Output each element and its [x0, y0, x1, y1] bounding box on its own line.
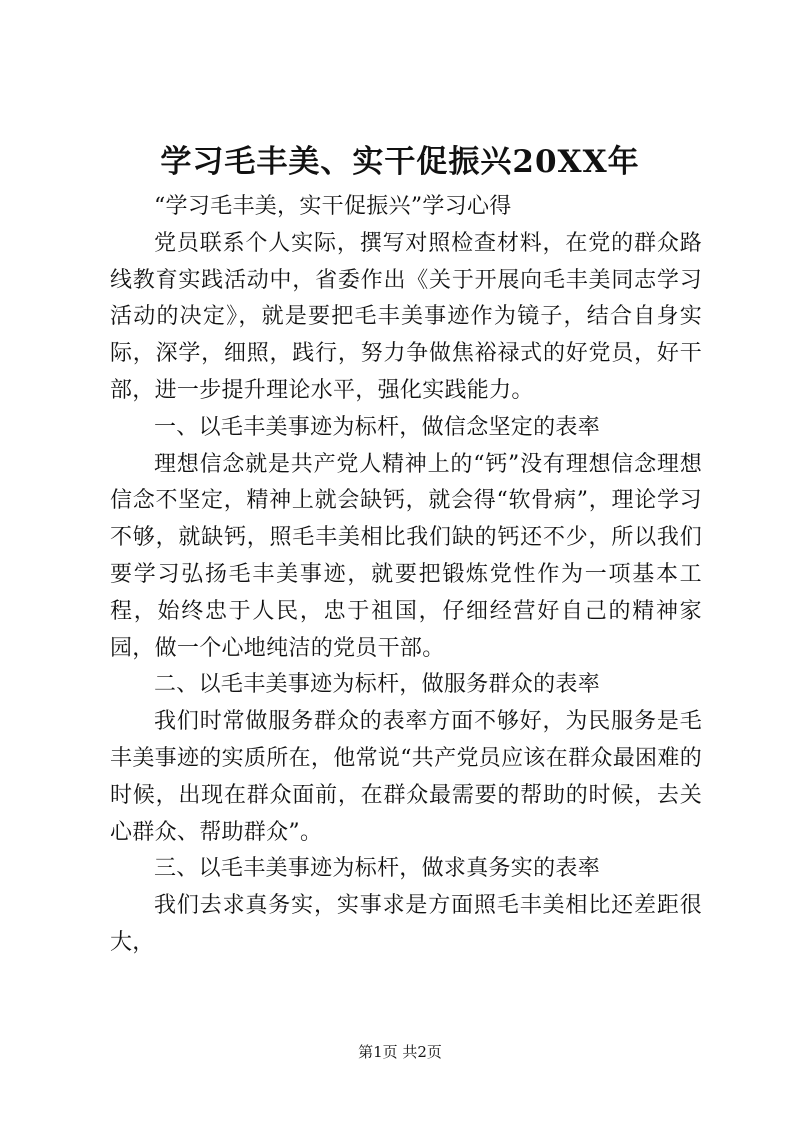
section-heading-3: 三、以毛丰美事迹为标杆，做求真务实的表率	[154, 856, 601, 882]
section-2-paragraph: 我们时常做服务群众的表率方面不够好，为民服务是毛丰美事迹的实质所在，他常说“共产党员应该在群众最困难的时候，出现在群众面前，在群众最需要的帮助的时候，去关心群众、帮助群众”。	[110, 709, 702, 845]
section-heading-2: 二、以毛丰美事迹为标杆，做服务群众的表率	[154, 672, 601, 698]
document-title: 学习毛丰美、实干促振兴20XX年	[160, 144, 640, 180]
section-1-paragraph: 理想信念就是共产党人精神上的“钙”没有理想信念理想信念不坚定，精神上就会缺钙，就会得“软骨病”，理论学习不够，就缺钙，照毛丰美相比我们缺的钙还不少，所以我们要学习弘扬毛丰美事迹，就要把锻炼党性作为一项基本工程，始终忠于人民，忠于祖国，仔细经营好自己的精神家园，做一个心地纯洁的党员干部。	[110, 451, 702, 661]
section-3-paragraph: 我们去求真务实，实事求是方面照毛丰美相比还差距很大，	[110, 893, 702, 955]
document-body	[110, 189, 702, 962]
page-footer: 第1页 共2页	[358, 1043, 442, 1061]
subtitle-paragraph: “学习毛丰美，实干促振兴”学习心得	[154, 194, 512, 219]
intro-paragraph: 党员联系个人实际，撰写对照检查材料，在党的群众路线教育实践活动中，省委作出《关于开展向毛丰美同志学习活动的决定》，就是要把毛丰美事迹作为镜子，结合自身实际，深学，细照，践行，努力争做焦裕禄式的好党员，好干部，进一步提升理论水平，强化实践能力。	[110, 230, 702, 403]
section-heading-1: 一、以毛丰美事迹为标杆，做信念坚定的表率	[154, 414, 601, 440]
